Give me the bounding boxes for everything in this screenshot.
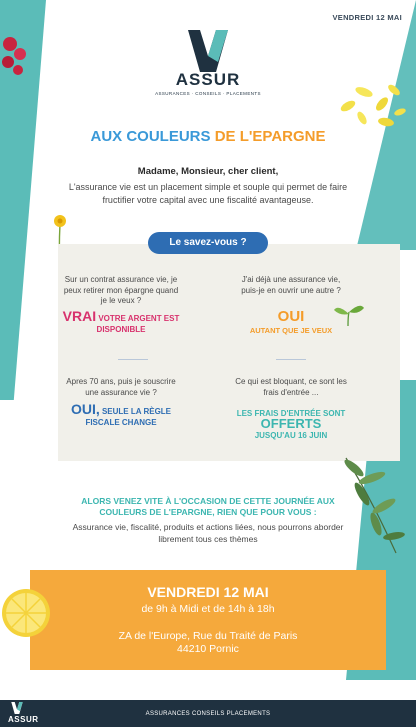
- title-part-2: DE L'EPARGNE: [214, 128, 326, 145]
- divider-left: [118, 359, 148, 360]
- greeting: Madame, Monsieur, cher client,: [137, 166, 279, 177]
- footer-brand: ASSUR: [8, 715, 39, 724]
- assur-logo-icon[interactable]: [186, 30, 230, 72]
- footer-nav[interactable]: ASSURANCES CONSEILS PLACEMENTS: [145, 711, 271, 717]
- header-date: VENDREDI 12 MAI: [332, 13, 402, 22]
- quiz-answer-4: [232, 409, 350, 441]
- answer-1-detail: VOTRE ARGENT EST DISPONIBLE: [96, 314, 180, 334]
- divider-right: [276, 359, 306, 360]
- intro-text: L'assurance vie est un placement simple et souple qui permet de faire fructifier votre capital avec une fiscalité avantageuse.: [68, 182, 348, 205]
- leaf-sprout-icon: [332, 302, 366, 326]
- brand-tagline: ASSURANCES · CONSEILS · PLACEMENTS: [155, 91, 261, 96]
- answer-3-detail: SEULE LA RÈGLE FISCALE CHANGE: [85, 407, 172, 427]
- event-address: [30, 630, 386, 656]
- answer-3-main: OUI,: [70, 401, 100, 417]
- quiz-answer-1: [62, 308, 180, 335]
- cta-title: ALORS VENEZ VITE À L'OCCASION DE CETTE JOURNÉE AUX COULEURS DE L'EPARGNE, RIEN QUE POUR VOUS :: [81, 496, 335, 517]
- answer-4-main: OFFERTS: [260, 416, 322, 431]
- quiz-question-2: J'ai déjà une assurance vie, puis-je en ouvrir une autre ?: [241, 275, 341, 295]
- quiz-question-1: Sur un contrat assurance vie, je peux retirer mon épargne quand je le veux ?: [63, 275, 179, 305]
- answer-2-detail: AUTANT QUE JE VEUX: [249, 326, 333, 335]
- address-line-1: ZA de l'Europe, Rue du Traité de Paris: [118, 630, 298, 642]
- cta-body: Assurance vie, fiscalité, produits et actions liées, nous pourrons aborder librement tous ces thèmes: [72, 522, 344, 544]
- quiz-title: Le savez-vous ?: [148, 232, 268, 254]
- quiz-question-4: Ce qui est bloquant, ce sont les frais d'entrée ...: [235, 377, 347, 397]
- answer-1-main: VRAI: [62, 308, 97, 324]
- title-part-1: AUX COULEURS: [90, 128, 215, 145]
- address-line-2: 44210 Pornic: [177, 643, 239, 655]
- event-date: VENDREDI 12 MAI: [147, 584, 269, 600]
- answer-4-pre: LES FRAIS D'ENTRÉE SONT: [236, 409, 346, 418]
- quiz-question-3: Apres 70 ans, puis je souscrire une assurance vie ?: [66, 377, 176, 397]
- quiz-answer-3: [62, 401, 180, 428]
- answer-4-detail: JUSQU'AU 16 JUIN: [254, 431, 328, 440]
- event-hours: de 9h à Midi et de 14h à 18h: [141, 603, 275, 615]
- page-title: [0, 128, 416, 145]
- brand-name: ASSUR: [175, 70, 241, 89]
- answer-2-main: OUI: [277, 308, 305, 325]
